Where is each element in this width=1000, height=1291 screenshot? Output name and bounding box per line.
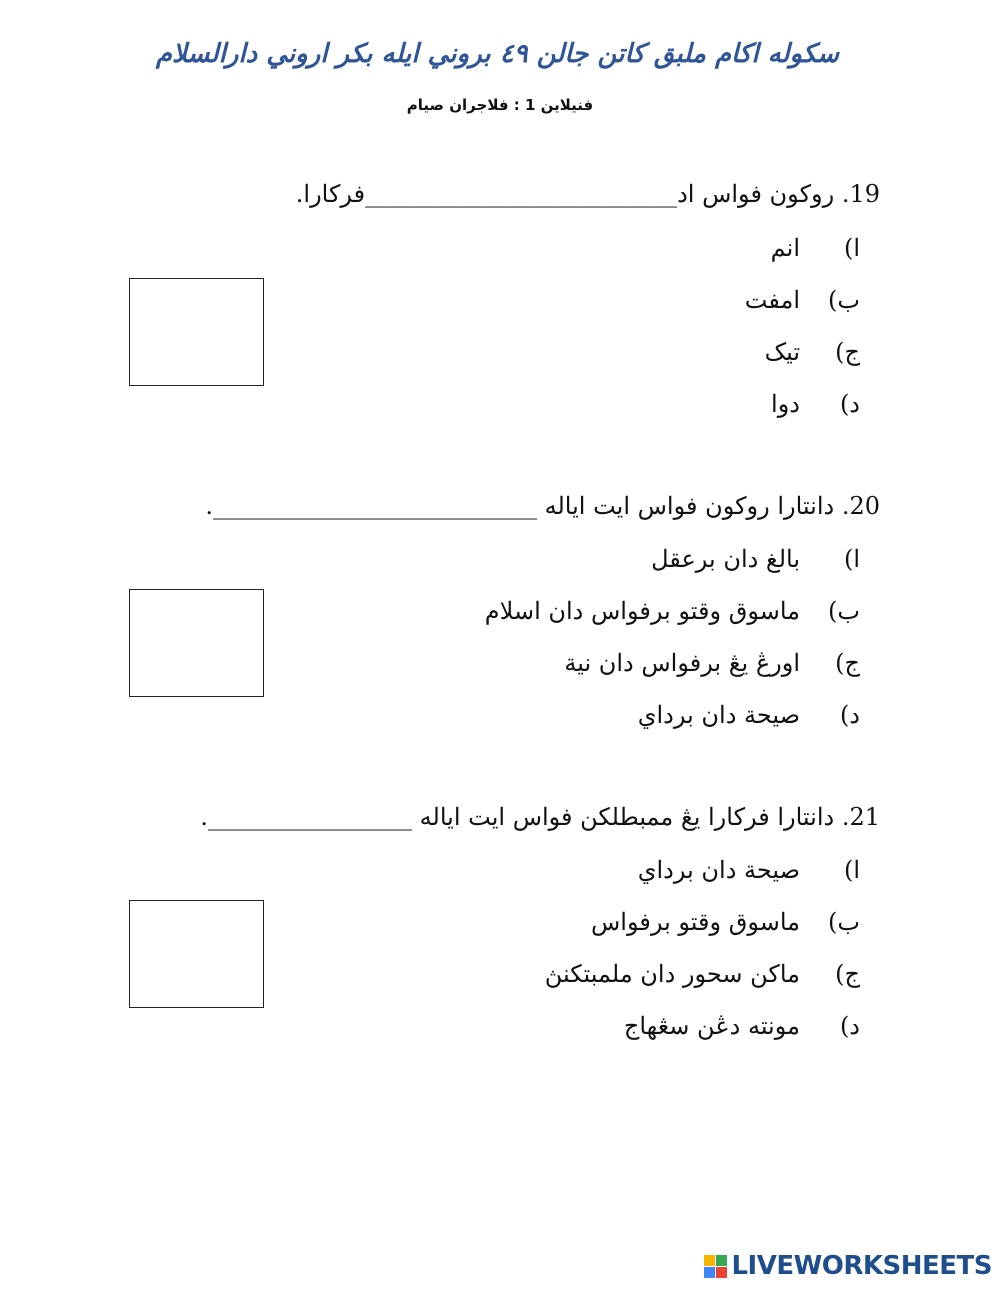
liveworksheets-logo-icon bbox=[704, 1255, 727, 1278]
question-20-option-a bbox=[651, 545, 860, 573]
option-text: بالغ دان برعقل bbox=[651, 545, 800, 573]
option-text: انم bbox=[770, 234, 800, 262]
question-19-option-d bbox=[771, 390, 860, 418]
option-letter: ا) bbox=[843, 545, 860, 573]
option-text: ماکن سحور دان ملمبتکنڽ bbox=[544, 960, 800, 988]
worksheet-subtitle: فنيلاين 1 : فلاجران صيام bbox=[406, 96, 594, 114]
question-20-text: 20. دانتارا روکون فواس ايت اياله ___________________________. bbox=[205, 492, 880, 520]
option-letter: د) bbox=[839, 390, 860, 418]
question-20-answer-box[interactable] bbox=[129, 589, 264, 697]
school-name-calligraphy: سکوله اکام ملبق کاتن جالن ٤٩ بروني ايله بكر اروني دارالسلام bbox=[155, 39, 840, 69]
question-20-option-d bbox=[638, 701, 860, 729]
question-19-option-b bbox=[745, 286, 860, 314]
option-letter: ا) bbox=[843, 234, 860, 262]
question-21-text: 21. دانتارا فرکارا يڠ ممبطلکن فواس ايت اياله _________________. bbox=[200, 803, 880, 831]
question-20-option-b bbox=[485, 597, 860, 625]
option-text: دوا bbox=[771, 390, 800, 418]
question-21-answer-box[interactable] bbox=[129, 900, 264, 1008]
question-21-option-a bbox=[638, 856, 860, 884]
option-text: صيحة دان برداي bbox=[637, 701, 800, 729]
option-letter: ج) bbox=[835, 649, 860, 677]
question-19-option-c bbox=[765, 338, 860, 366]
question-21-option-d bbox=[624, 1012, 860, 1040]
question-21-option-c bbox=[545, 960, 860, 988]
option-text: تيک bbox=[764, 338, 800, 366]
question-19-answer-box[interactable] bbox=[129, 278, 264, 386]
option-text: ماسوق وقتو برفواس دان اسلام bbox=[484, 597, 800, 625]
option-letter: د) bbox=[839, 1012, 860, 1040]
option-text: مونته دڠن سڠهاج bbox=[623, 1012, 800, 1040]
option-letter: ب) bbox=[828, 908, 860, 936]
liveworksheets-logo-text: LIVEWORKSHEETS bbox=[731, 1251, 992, 1281]
option-letter: ا) bbox=[843, 856, 860, 884]
option-text: صيحة دان برداي bbox=[637, 856, 800, 884]
question-19-option-a bbox=[771, 234, 860, 262]
option-text: اورڠ يڠ برفواس دان نية bbox=[564, 649, 800, 677]
liveworksheets-logo bbox=[704, 1251, 992, 1281]
option-letter: ب) bbox=[828, 597, 860, 625]
option-text: امفت bbox=[744, 286, 800, 314]
option-letter: ج) bbox=[835, 338, 860, 366]
question-21-option-b bbox=[591, 908, 860, 936]
question-20-option-c bbox=[564, 649, 860, 677]
option-text: ماسوق وقتو برفواس bbox=[590, 908, 800, 936]
option-letter: د) bbox=[839, 701, 860, 729]
question-19-text: 19. روکون فواس اد__________________________فرکارا. bbox=[295, 180, 880, 208]
option-letter: ب) bbox=[828, 286, 860, 314]
option-letter: ج) bbox=[835, 960, 860, 988]
